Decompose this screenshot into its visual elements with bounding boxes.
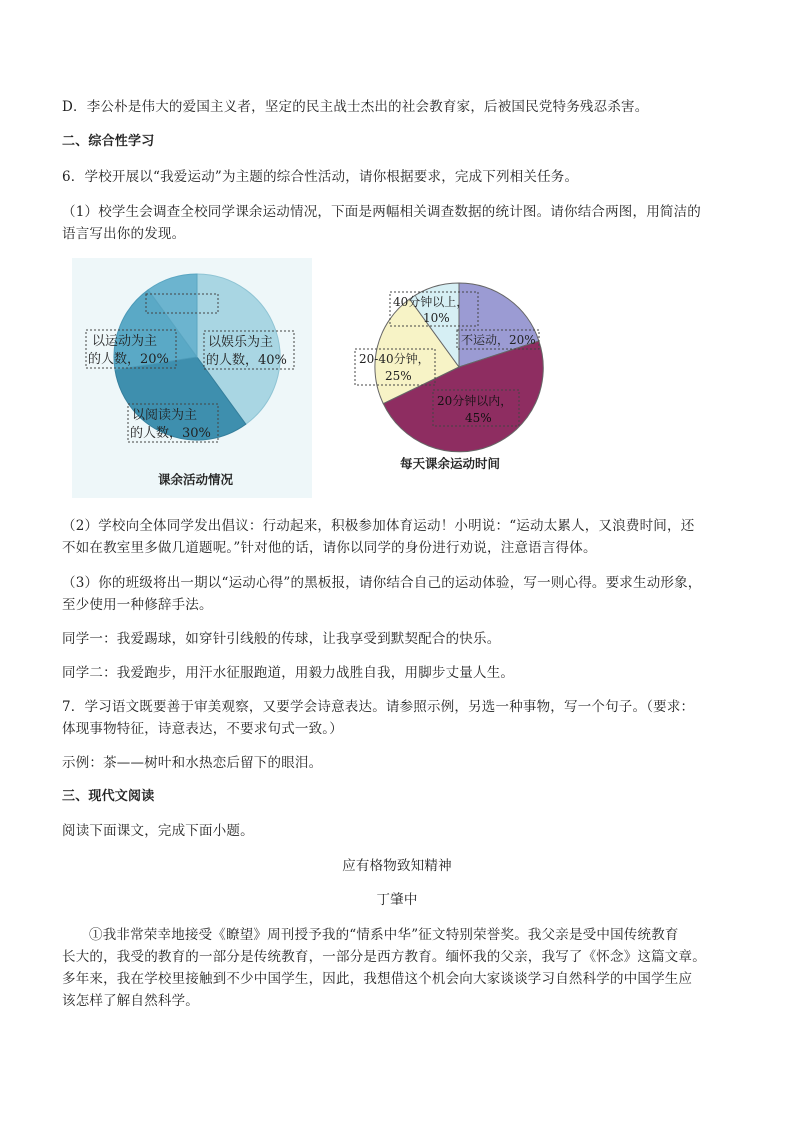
paragraph-1-line3: 多年来，我在学校里接触到不少中国学生，因此，我想借这个机会向大家谈谈学习自然科学的中国学生应: [62, 971, 693, 987]
paragraph-1-line4: 该怎样了解自然科学。: [62, 993, 199, 1009]
chart-title-activities: 课余活动情况: [158, 472, 234, 487]
article-title: 应有格物致知精神: [342, 858, 452, 874]
label-over-40-2: 10%: [423, 311, 450, 325]
pie-chart-exercise-time: [345, 272, 565, 477]
question-6: 6．学校开展以“我爱运动”为主题的综合性活动，请你根据要求，完成下列相关任务。: [62, 169, 579, 185]
label-sport-2: 的人数，20%: [88, 352, 169, 367]
label-over-40-1: 40分钟以上，: [393, 295, 469, 309]
classmate-2: 同学二：我爱跑步，用汗水征服跑道，用毅力战胜自我，用脚步丈量人生。: [62, 665, 515, 681]
paragraph-1-line1: ①我非常荣幸地接受《瞭望》周刊授予我的“情系中华”征文特别荣誉奖。我父亲是受中国传统教育: [89, 927, 679, 943]
article-author: 丁肇中: [376, 892, 418, 908]
label-20-40-2: 25%: [385, 369, 412, 383]
label-reading-1: 以阅读为主: [132, 408, 198, 423]
question-6-2-line2: 不如在教室里多做几道题呢。”针对他的话，请你以同学的身份进行劝说，注意语言得体。: [62, 540, 597, 556]
question-6-1-line2: 语言写出你的发现。: [62, 226, 186, 242]
label-no-exercise: 不运动，20%: [461, 333, 536, 347]
label-under-20-2: 45%: [465, 411, 492, 425]
classmate-1: 同学一：我爱踢球，如穿针引线般的传球，让我享受到默契配合的快乐。: [62, 631, 501, 647]
label-reading-2: 的人数，30%: [130, 426, 211, 441]
paragraph-1-line2: 长大的，我受的教育的一部分是传统教育，一部分是西方教育。缅怀我的父亲，我写了《怀念》这篇文章。: [62, 949, 706, 965]
example: 示例：茶——树叶和水热恋后留下的眼泪。: [62, 755, 323, 771]
label-entertainment-1: 以娱乐为主: [208, 335, 274, 350]
label-20-40-1: 20-40分钟，: [359, 352, 430, 366]
chart-title-exercise-time: 每天课余运动时间: [400, 456, 501, 471]
question-7-line2: 体现事物特征，诗意表达，不要求句式一致。）: [62, 721, 343, 737]
label-sport-1: 以运动为主: [92, 334, 158, 349]
option-d: D．李公朴是伟大的爱国主义者，坚定的民主战士杰出的社会教育家，后被国民党特务残忍杀害。: [62, 99, 649, 115]
question-6-3-line1: （3）你的班级将出一期以“运动心得”的黑板报，请你结合自己的运动体验，写一则心得。要求生动形象，: [62, 575, 702, 591]
pie-chart-activities: [72, 258, 312, 498]
label-under-20-1: 20分钟以内，: [437, 394, 513, 408]
section-2-title: 二、综合性学习: [62, 134, 155, 149]
question-6-2-line1: （2）学校向全体同学发出倡议：行动起来，积极参加体育运动！小明说：“运动太累人，又浪费时间，还: [62, 518, 695, 534]
label-entertainment-2: 的人数，40%: [206, 353, 287, 368]
chart-daily-exercise-time: [345, 272, 565, 477]
reading-instruction: 阅读下面课文，完成下面小题。: [62, 823, 254, 839]
question-6-1-line1: （1）校学生会调查全校同学课余运动情况，下面是两幅相关调查数据的统计图。请你结合两图，用简洁的: [62, 204, 701, 220]
question-7-line1: 7．学习语文既要善于审美观察，又要学会诗意表达。请参照示例，另选一种事物，写一个句子。（要求：: [62, 699, 695, 715]
question-6-3-line2: 至少使用一种修辞手法。: [62, 597, 213, 613]
section-3-title: 三、现代文阅读: [62, 789, 155, 804]
chart-after-class-activities: [72, 258, 312, 498]
